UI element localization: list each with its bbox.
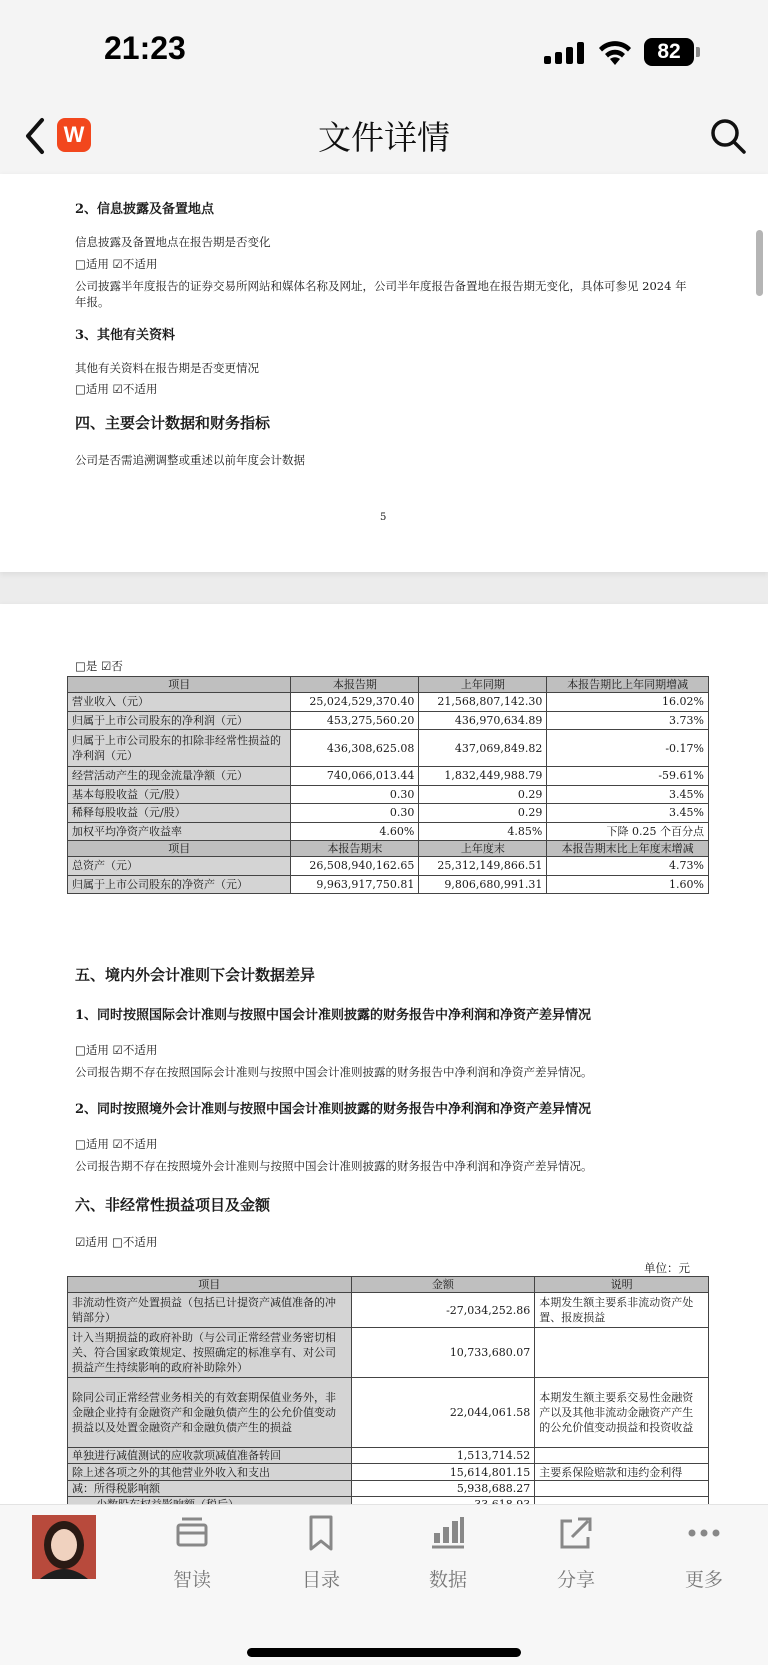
yes-no-checkbox: □是 ☑否: [75, 659, 123, 673]
table-row: [68, 804, 709, 823]
wifi-icon: [596, 38, 634, 66]
body-text: 公司披露半年度报告的证券交易所网站和媒体名称及网址，公司半年度报告备置地在报告期无变化，具体可参见 2024 年: [75, 279, 687, 293]
cellular-signal-icon: [544, 42, 586, 64]
table-header: 项目: [68, 1277, 352, 1293]
document-page-6: [0, 604, 768, 1504]
search-icon[interactable]: [708, 116, 748, 156]
tab-bookmark[interactable]: [276, 1513, 366, 1603]
non-recurring-items-table: [67, 1276, 709, 1513]
table-cell: 4.85%: [419, 822, 547, 841]
nav-bar: [0, 100, 768, 174]
table-row: [68, 875, 709, 894]
tab-bar-chart[interactable]: [403, 1513, 493, 1603]
table-row: [68, 693, 709, 712]
applicable-checkbox: □适用 ☑不适用: [75, 382, 158, 396]
body-text: 公司报告期不存在按照国际会计准则与按照中国会计准则披露的财务报告中净利润和净资产差异情况。: [75, 1065, 593, 1079]
table-cell: 总资产（元）: [68, 857, 291, 876]
tab-more[interactable]: [659, 1513, 749, 1603]
section-heading: 四、主要会计数据和财务指标: [75, 414, 271, 432]
table-cell: 稀释每股收益（元/股）: [68, 804, 291, 823]
table-cell: 0.29: [419, 785, 547, 804]
home-indicator: [247, 1648, 521, 1657]
table-header: 项目: [68, 677, 291, 693]
table-cell: 加权平均净资产收益率: [68, 822, 291, 841]
table-header: 说明: [535, 1277, 709, 1293]
tab-label: 数据: [428, 1569, 467, 1591]
table-cell: 4.73%: [547, 857, 709, 876]
table-cell: 本期发生额主要系非流动资产处置、报废损益: [535, 1293, 709, 1328]
tab-label: 分享: [556, 1569, 595, 1591]
table-header: 金额: [351, 1277, 535, 1293]
table-cell: 437,069,849.82: [419, 730, 547, 767]
table-cell: 21,568,807,142.30: [419, 693, 547, 712]
table-row: [68, 857, 709, 876]
section-heading: 3、其他有关资料: [75, 328, 176, 343]
table-cell: 436,308,625.08: [291, 730, 419, 767]
table-cell: 740,066,013.44: [291, 767, 419, 786]
applicable-checkbox: ☑适用 □不适用: [75, 1235, 158, 1249]
table-row: [68, 1328, 709, 1378]
table-cell: 经营活动产生的现金流量净额（元）: [68, 767, 291, 786]
table-cell: 营业收入（元）: [68, 693, 291, 712]
table-cell: 除同公司正常经营业务相关的有效套期保值业务外，非金融企业持有金融资产和金融负债产生的公允价值变动损益以及处置金融资产和金融负债产生的损益: [68, 1378, 352, 1448]
table-row: [68, 1481, 709, 1497]
table-cell: 25,024,529,370.40: [291, 693, 419, 712]
table-row: [68, 730, 709, 767]
table-cell: 0.30: [291, 785, 419, 804]
share-icon: [556, 1513, 596, 1553]
applicable-checkbox: □适用 ☑不适用: [75, 257, 158, 271]
tab-share[interactable]: [531, 1513, 621, 1603]
question-text: 公司是否需追溯调整或重述以前年度会计数据: [75, 453, 305, 467]
page-number: 5: [380, 512, 387, 523]
table-cell: 非流动性资产处置损益（包括已计提资产减值准备的冲销部分）: [68, 1293, 352, 1328]
table-cell: 归属于上市公司股东的净资产（元）: [68, 875, 291, 894]
table-row: [68, 1378, 709, 1448]
table-row: [68, 1464, 709, 1481]
table-cell: 减：所得税影响额: [68, 1481, 352, 1497]
table-cell: 除上述各项之外的其他营业外收入和支出: [68, 1464, 352, 1481]
table-cell: [535, 1448, 709, 1464]
table-cell: 16.02%: [547, 693, 709, 712]
table-cell: 0.30: [291, 804, 419, 823]
page-title: 文件详情: [318, 118, 450, 157]
table-cell: 25,312,149,866.51: [419, 857, 547, 876]
table-header-row: [68, 1277, 709, 1293]
table-row: [68, 785, 709, 804]
table-header: 本报告期末比上年度末增减: [547, 841, 709, 857]
table-cell: 单独进行减值测试的应收款项减值准备转回: [68, 1448, 352, 1464]
subsection-heading: 1、同时按照国际会计准则与按照中国会计准则披露的财务报告中净利润和净资产差异情况: [75, 1008, 592, 1023]
financial-indicators-table: [67, 676, 709, 894]
table-cell: 26,508,940,162.65: [291, 857, 419, 876]
table-cell: 主要系保险赔款和违约金利得: [535, 1464, 709, 1481]
applicable-checkbox: □适用 ☑不适用: [75, 1043, 158, 1057]
table-cell: [535, 1328, 709, 1378]
table-cell: -59.61%: [547, 767, 709, 786]
table-cell: 1,832,449,988.79: [419, 767, 547, 786]
question-text: 信息披露及备置地点在报告期是否变化: [75, 235, 271, 249]
table-header: 上年度末: [419, 841, 547, 857]
applicable-checkbox: □适用 ☑不适用: [75, 1137, 158, 1151]
table-header: 上年同期: [419, 677, 547, 693]
table-cell: 9,963,917,750.81: [291, 875, 419, 894]
subsection-heading: 2、同时按照境外会计准则与按照中国会计准则披露的财务报告中净利润和净资产差异情况: [75, 1102, 592, 1117]
section-heading: 五、境内外会计准则下会计数据差异: [75, 966, 316, 984]
document-page-5: [0, 174, 768, 572]
app-logo: W: [57, 118, 91, 152]
user-avatar[interactable]: [32, 1515, 96, 1579]
table-header: 本报告期末: [291, 841, 419, 857]
table-cell: 计入当期损益的政府补助（与公司正常经营业务密切相关、符合国家政策规定、按照确定的标准享有、对公司损益产生持续影响的政府补助除外）: [68, 1328, 352, 1378]
table-cell: 本期发生额主要系交易性金融资产以及其他非流动金融资产产生的公允价值变动损益和投资收益: [535, 1378, 709, 1448]
tab-label: 目录: [301, 1569, 340, 1591]
table-cell: 3.45%: [547, 804, 709, 823]
body-text: 公司报告期不存在按照境外会计准则与按照中国会计准则披露的财务报告中净利润和净资产差异情况。: [75, 1159, 593, 1173]
table-cell: 3.73%: [547, 711, 709, 730]
tab-label: 智读: [172, 1569, 211, 1591]
bar-chart-icon: [428, 1513, 468, 1553]
battery-icon: [644, 38, 700, 66]
section-heading: 六、非经常性损益项目及金额: [75, 1196, 271, 1214]
tab-label: 更多: [684, 1569, 723, 1591]
table-header-row: [68, 841, 709, 857]
more-icon: [684, 1513, 724, 1553]
status-bar: [0, 0, 768, 100]
table-cell: 22,044,061.58: [351, 1378, 535, 1448]
table-row: [68, 1293, 709, 1328]
table-cell: 下降 0.25 个百分点: [547, 822, 709, 841]
table-cell: 436,970,634.89: [419, 711, 547, 730]
table-header: 本报告期比上年同期增减: [547, 677, 709, 693]
back-icon[interactable]: [18, 112, 52, 160]
table-row: [68, 711, 709, 730]
bottom-toolbar: [0, 1504, 768, 1665]
body-text: 年报。: [75, 295, 110, 309]
table-cell: 5,938,688.27: [351, 1481, 535, 1497]
table-cell: 4.60%: [291, 822, 419, 841]
table-header-row: [68, 677, 709, 693]
battery-level: 82: [644, 38, 694, 66]
table-cell: 9,806,680,991.31: [419, 875, 547, 894]
table-row: [68, 767, 709, 786]
table-row: [68, 822, 709, 841]
vertical-scrollbar[interactable]: [756, 230, 763, 296]
table-cell: 基本每股收益（元/股）: [68, 785, 291, 804]
table-cell: 3.45%: [547, 785, 709, 804]
table-cell: 453,275,560.20: [291, 711, 419, 730]
unit-label: 单位：元: [644, 1261, 690, 1275]
table-cell: 15,614,801.15: [351, 1464, 535, 1481]
table-header: 本报告期: [291, 677, 419, 693]
smart-read-icon: [172, 1513, 212, 1553]
question-text: 其他有关资料在报告期是否变更情况: [75, 361, 259, 375]
table-cell: 归属于上市公司股东的扣除非经常性损益的净利润（元）: [68, 730, 291, 767]
table-header: 项目: [68, 841, 291, 857]
table-cell: [535, 1481, 709, 1497]
table-cell: 1,513,714.52: [351, 1448, 535, 1464]
table-cell: 1.60%: [547, 875, 709, 894]
table-cell: 10,733,680.07: [351, 1328, 535, 1378]
table-cell: 归属于上市公司股东的净利润（元）: [68, 711, 291, 730]
status-time: 21:23: [104, 30, 186, 66]
table-cell: -27,034,252.86: [351, 1293, 535, 1328]
table-cell: 0.29: [419, 804, 547, 823]
bookmark-icon: [301, 1513, 341, 1553]
table-cell: -0.17%: [547, 730, 709, 767]
table-row: [68, 1448, 709, 1464]
section-heading: 2、信息披露及备置地点: [75, 202, 215, 217]
tab-smart-read[interactable]: [147, 1513, 237, 1603]
